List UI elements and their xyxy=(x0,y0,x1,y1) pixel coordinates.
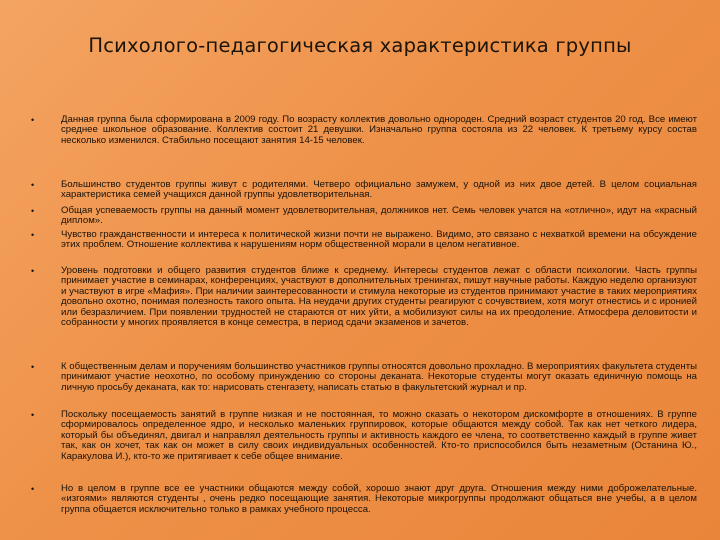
paragraph-text: Общая успеваемость группы на данный момент удовлетворительная, должников нет. Семь человек учатся на «отлично», идут на «красный диплом». xyxy=(61,205,697,227)
bullet-icon: • xyxy=(31,180,35,190)
bullet-icon: • xyxy=(31,484,35,494)
bullet-icon: • xyxy=(31,230,35,240)
bullet-icon: • xyxy=(31,115,35,125)
paragraph-text: Большинство студентов группы живут с родителями. Четверо официально замужем, у одной из них двое детей. В целом социальная характеристика семей учащихся данной группы удовлетворительная. xyxy=(61,179,697,201)
page-title: Психолого-педагогическая характеристика группы xyxy=(88,34,632,57)
paragraph-text: Поскольку посещаемость занятий в группе низкая и не постоянная, то можно сказать о некотором дискомфорте в отношениях. В группе сформировалось определенное ядро, и несколько маленьких группировок, которые общаются между собой. Так как нет четкого лидера, который бы объединял, двигал и направлял деятельность группы и активность каждого ее члена, то соответственно каждый в группе живет так, как он хочет, так как он может в силу своих индивидуальных особенностей. Кто-то приспособился быть незаметным (Останина Ю., Каракулова И.), кто-то же притягивает к себе общее внимание. xyxy=(61,409,697,462)
bullet-icon: • xyxy=(31,206,35,216)
paragraph-text: Чувство гражданственности и интереса к политической жизни почти не выражено. Видимо, это связано с нехваткой времени на обсуждение этих проблем. Отношение коллектива к нарушениям норм общественной морали в целом негативное. xyxy=(61,229,697,251)
paragraph-text: Данная группа была сформирована в 2009 году. По возрасту коллектив довольно однороден. Средний возраст студентов 20 год. Все имеют среднее школьное образование. Коллектив состоит 21 девушки. Изначально группа состояла из 22 человек. К третьему курсу состав несколько изменился. Стабильно посещают занятия 14-15 человек. xyxy=(61,114,697,146)
bullet-icon: • xyxy=(31,266,35,276)
paragraph-text: Уровень подготовки и общего развития студентов ближе к среднему. Интересы студентов лежат с области психологии. Часть группы принимает участие в семинарах, конференциях, участвуют в дополнительных тренингах, пишут научные работы. Каждую неделю организуют и участвуют в игре «Мафия». При наличии заинтересованности и стимула некоторые из студентов принимают участие в таких мероприятиях довольно охотно, понимая полезность такого опыта. На неудачи других студенты реагируют с сочувствием, хотя могут отнестись и с иронией или безразличием. При появлении трудностей не стараются от них уйти, а мобилизуют силы на их преодоление. Атмосфера деловитости и собранности у многих проявляется в конце семестра, в период сдачи экзаменов и зачетов. xyxy=(61,265,697,329)
paragraph-text: Но в целом в группе все ее участники общаются между собой, хорошо знают друг друга. Отношения между ними доброжелательные. «изгоями» являются студенты , очень редко посещающие занятия. Некоторые микрогруппы продолжают общаться вне учебы, а в целом группа общается исключительно только в рамках учебного процесса. xyxy=(61,483,697,515)
bullet-icon: • xyxy=(31,362,35,372)
bullet-icon: • xyxy=(31,410,35,420)
paragraph-text: К общественным делам и поручениям большинство участников группы относятся довольно прохладно. В мероприятиях факультета студенты принимают участие неохотно, по особому принуждению со стороны деканата. Некоторые студенты могут оказать единичную помощь на личную просьбу деканата, как то: нарисовать стенгазету, написать статью в факультетский журнал и пр. xyxy=(61,361,698,393)
